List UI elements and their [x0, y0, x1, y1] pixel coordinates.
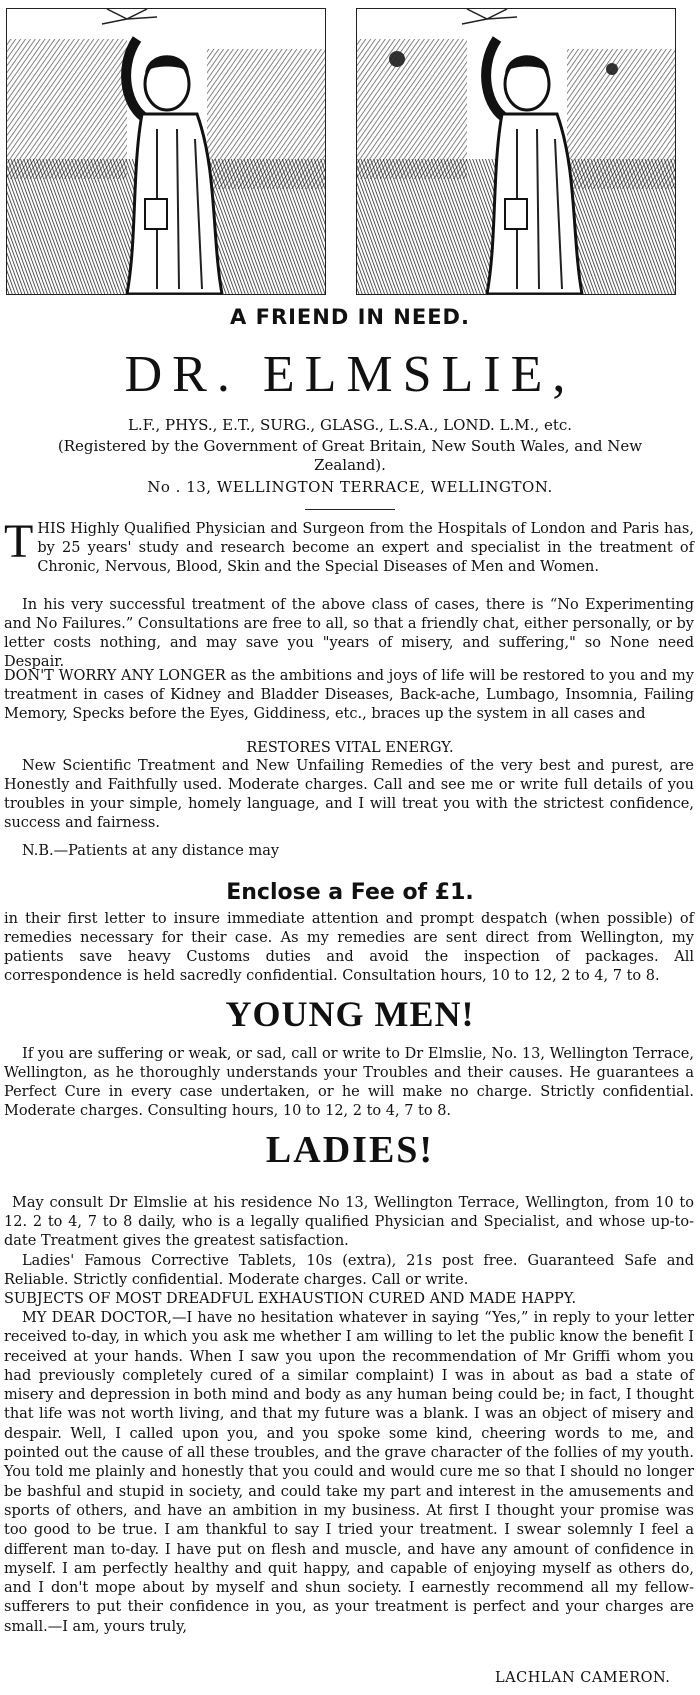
nota-bene-line: N.B.—Patients at any distance may: [22, 843, 280, 859]
fee-heading: Enclose a Fee of £1.: [226, 880, 474, 905]
young-men-paragraph: If you are suffering or weak, or sad, call or write to Dr Elmslie, No. 13, Wellington Terrace, Wellington, as he thoroughly understands your Troubles and their causes. He guarantees a Perfect Cure in every case undertaken, or he will make no charge. Strictly confidential. Moderate charges. Consulting hours, 10 to 12, 2 to 4, 7 to 8.: [4, 1046, 694, 1119]
friend-in-need-heading: A FRIEND IN NEED.: [230, 305, 470, 329]
dont-worry-paragraph: DON'T WORRY ANY LONGER as the ambitions and joys of life will be restored to you and my treatment in cases of Kidney and Bladder Diseases, Back-ache, Lumbago, Insomnia, Failing Memory, Specks before the Eyes, Giddiness, etc., braces up the system in all cases and: [4, 668, 694, 722]
fee-paragraph: in their first letter to insure immediate attention and prompt despatch (when possible) of remedies necessary for their case. As my remedies are sent direct from Wellington, my patients save heavy Customs duties and avoid the inspection of packages. All correspondence is held sacredly confidential. Consultation hours, 10 to 12, 2 to 4, 7 to 8.: [4, 911, 694, 984]
qualifications-line: L.F., PHYS., E.T., SURG., GLASG., L.S.A., LOND. L.M., etc.: [127, 416, 573, 434]
woodcut-illustration-right: [356, 8, 676, 295]
treatment-paragraph: In his very successful treatment of the above class of cases, there is “No Experimenting and No Failures.” Consultations are free to all, so that a friendly chat, either personally, or by letter costs nothing, and may save you "years of misery, and suffering," so None need Despair.: [4, 597, 694, 670]
drop-cap: T: [4, 515, 34, 568]
doctor-name-title: DR. ELMSLIE,: [124, 346, 576, 403]
subjects-heading: SUBJECTS OF MOST DREADFUL EXHAUSTION CURED AND MADE HAPPY.: [4, 1291, 577, 1307]
illustration-row: [0, 0, 700, 295]
scientific-treatment-paragraph: New Scientific Treatment and New Unfailing Remedies of the very best and purest, are Honestly and Faithfully used. Moderate charges. Call and see me or write full details of you troubles in your simple, homely language, and I will treat you with the strictest confidence, success and fairness.: [4, 758, 694, 831]
intro-text: HIS Highly Qualified Physician and Surgeon from the Hospitals of London and Paris has, by 25 years' study and research become an expert and specialist in the treatment of Chronic, Nervous, Blood, Skin and the Special Diseases of Men and Women.: [37, 521, 694, 575]
tablets-paragraph: Ladies' Famous Corrective Tablets, 10s (extra), 21s post free. Guaranteed Safe and Reliable. Strictly confidential. Moderate charges. Call or write.: [4, 1253, 694, 1288]
ladies-paragraph: May consult Dr Elmslie at his residence No 13, Wellington Terrace, Wellington, from 10 to 12. 2 to 4, 7 to 8 daily, who is a legally qualified Physician and Specialist, and whose up-to-date Treatment gives the greatest satisfaction.: [4, 1195, 694, 1249]
registration-line: (Registered by the Government of Great Britain, New South Wales, and New Zealand).: [57, 437, 643, 474]
woodcut-illustration-left: [6, 8, 326, 295]
intro-paragraph: [4, 515, 694, 577]
young-men-heading: YOUNG MEN!: [225, 994, 475, 1034]
testimonial-letter: MY DEAR DOCTOR,—I have no hesitation whatever in saying “Yes,” in reply to your letter received to-day, in which you ask me whether I am willing to let the public know the benefit I received at your hands. When I saw you upon the recommendation of Mr Griffi whom you had previously completely cured of a similar complaint) I was in about as bad a state of misery and depression in both mind and body as any human being could be; in fact, I thought that life was not worth living, and that my future was a blank. I was an object of misery and despair. Well, I called upon you, and you spoke some kind, cheering words to me, and pointed out the cause of all these troubles, and the grave character of the follies of my youth. You told me plainly and honestly that you could and would cure me so that I should no longer be bashful and stupid in society, and could take my part and interest in the amusements and sports of others, and have an ambition in my business. At first I thought your promise was too good to be true. I am thankful to say I tried your treatment. I swear solemnly I feel a different man to-day. I have put on flesh and muscle, and have any amount of confidence in myself. I am perfectly healthy and quit happy, and capable of enjoying myself as others do, and I don't mope about by myself and shun society. I earnestly recommend all my fellow-sufferers to put their confidence in you, as your treatment is perfect and your charges are small.—I am, yours truly,: [4, 1310, 694, 1635]
ladies-heading: LADIES!: [265, 1129, 435, 1171]
signature-line: LACHLAN CAMERON.: [495, 1670, 671, 1686]
address-line: No . 13, WELLINGTON TERRACE, WELLINGTON.: [147, 478, 553, 496]
divider-rule: [305, 509, 395, 510]
restores-vital-energy-heading: RESTORES VITAL ENERGY.: [246, 740, 454, 756]
